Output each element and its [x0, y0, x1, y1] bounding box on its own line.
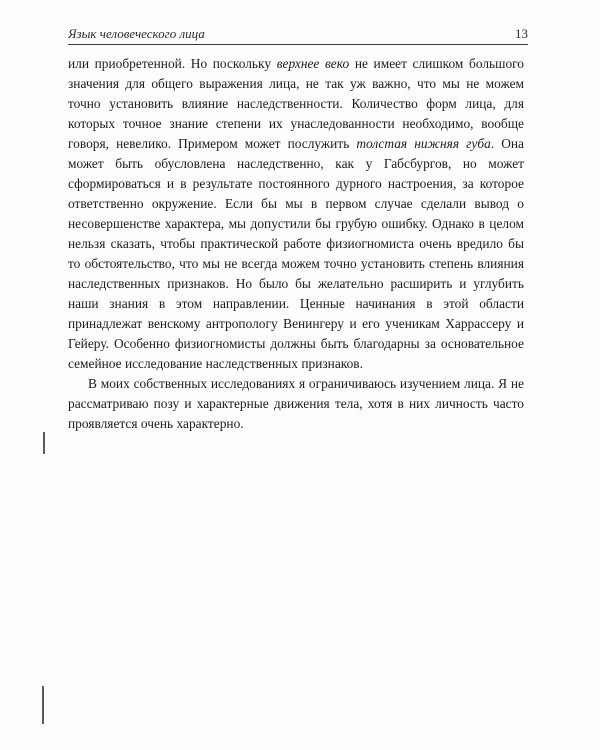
- paragraph-1-part-2: не имеет слишком большого значения для общего выражения лица, не так уж важно, что мы не можем точно установить влияние наследственности. Количество форм лица, для которых точное знание степени их унаследованности необходимо, вообще говоря, невелико. Примером может послужить: [68, 56, 525, 151]
- running-title: Язык человеческого лица: [68, 26, 205, 41]
- running-head: [68, 26, 528, 46]
- paragraph-2: В моих собственных исследованиях я ограничиваюсь изучением лица. Я не рассматриваю позу и характерные движения тела, хотя в них личность часто проявляется очень характерно.: [68, 376, 524, 431]
- paragraph-1-part-3: . Она может быть обусловлена наследственно, как у Габсбургов, но может сформироваться и в результате постоянного дурного настроения, за которое ответственно окружение. Если бы мы в первом случае сделали вывод о несовершенстве характера, мы допустили бы грубую ошибку. Однако в целом нельзя сказать, чтобы практической работе физиогномиста очень вредило бы то обстоятельство, что мы не всегда можем точно установить степень влияния наследственных признаков. Но было бы желательно расширить и углубить наши знания в этом направлении. Ценные начинания в этой области принадлежат венскому антропологу Венингеру и его ученикам Харрассеру и Гейеру. Особенно физиогномисты должны быть благодарны за основательное семейное исследование наследственных признаков.: [68, 136, 524, 371]
- paragraph-1-part-1: или приобретенной. Но поскольку: [68, 56, 277, 71]
- header-rule: [68, 44, 528, 45]
- emphasis-upper-eyelid: верхнее веко: [276, 56, 350, 71]
- scan-mark-left-lower: [42, 686, 44, 724]
- emphasis-thick-lower-lip: толстая нижняя губа: [356, 136, 491, 151]
- scan-mark-left-upper: [43, 432, 45, 454]
- page-number: 13: [515, 26, 528, 41]
- body-text: [68, 54, 524, 434]
- paragraph-1: [68, 54, 524, 374]
